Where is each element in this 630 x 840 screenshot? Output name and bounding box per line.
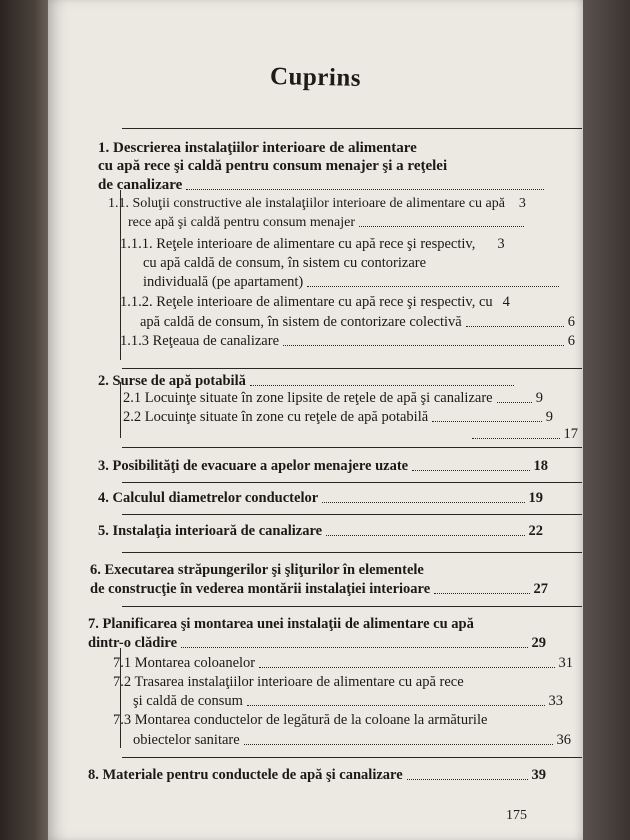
book-page <box>48 0 583 840</box>
toc-page-number: 29 <box>531 635 546 651</box>
toc-entry-text: individuală (pe apartament) <box>143 274 304 290</box>
subsection-bar <box>120 382 121 438</box>
toc-page-number: 9 <box>545 409 553 425</box>
section-divider <box>122 128 582 129</box>
toc-entry-text: 7. Planificarea şi montarea unei instalaţii de alimentare cu apă <box>88 616 474 632</box>
leader-dots <box>247 705 545 706</box>
section-divider <box>122 552 582 553</box>
toc-entry <box>123 390 543 407</box>
toc-entry <box>140 314 575 331</box>
leader-dots <box>497 402 532 403</box>
toc-entry <box>128 215 528 231</box>
toc-entry-text: rece apă şi caldă pentru consum menajer <box>128 215 356 230</box>
toc-entry <box>98 373 518 390</box>
toc-page-number: 22 <box>528 523 543 539</box>
toc-page-number: 9 <box>535 390 543 406</box>
toc-entry <box>468 426 578 443</box>
section-divider <box>122 447 582 448</box>
toc-entry <box>133 693 563 710</box>
toc-entry-text: 7.2 Trasarea instalaţiilor interioare de alimentare cu apă rece <box>113 674 464 690</box>
toc-page-number: 17 <box>563 426 578 442</box>
toc-page-number: 6 <box>567 314 575 330</box>
toc-entry <box>88 616 528 633</box>
toc-entry <box>113 712 553 729</box>
toc-page-number: 6 <box>567 333 575 349</box>
toc-entry-text: şi caldă de consum <box>133 693 243 709</box>
leader-dots <box>259 667 554 668</box>
page-number: 175 <box>506 808 527 823</box>
toc-entry <box>98 458 548 475</box>
toc-entry-text: apă caldă de consum, în sistem de contorizare colectivă <box>140 314 462 330</box>
section-divider <box>122 606 582 607</box>
toc-entry-text: 1.1.2. Reţele interioare de alimentare cu apă rece şi respectiv, cu <box>120 294 493 310</box>
toc-entry <box>120 294 575 311</box>
toc-entry <box>98 490 543 507</box>
toc-entry <box>120 333 575 350</box>
page-edge <box>583 0 630 840</box>
toc-entry <box>98 158 528 175</box>
toc-entry-text: 2. Surse de apă potabilă <box>98 373 246 389</box>
toc-entry <box>88 635 546 652</box>
leader-dots <box>466 326 564 327</box>
toc-entry-text: 8. Materiale pentru conductele de apă şi canalizare <box>88 767 403 783</box>
toc-entry-text: cu apă caldă de consum, în sistem cu contorizare <box>143 255 427 271</box>
toc-entry-text: 2.1 Locuinţe situate în zone lipsite de reţele de apă şi canalizare <box>123 390 493 406</box>
toc-entry-text: de canalizare <box>98 177 183 193</box>
leader-dots <box>359 226 524 227</box>
section-divider <box>122 482 582 483</box>
toc-entry-text: 1.1.1. Reţele interioare de alimentare cu apă rece şi respectiv, <box>120 236 476 252</box>
toc-page-number: 4 <box>502 294 510 310</box>
toc-entry <box>98 177 548 194</box>
toc-entry <box>123 409 553 426</box>
toc-page-number: 33 <box>548 693 563 709</box>
toc-entry-text: 1. Descrierea instalaţiilor interioare de alimentare <box>98 140 417 156</box>
leader-dots <box>326 535 524 536</box>
toc-page-number: 31 <box>558 655 573 671</box>
toc-entry-text: 5. Instalaţia interioară de canalizare <box>98 523 323 539</box>
toc-entry-text: 7.1 Montarea coloanelor <box>113 655 256 671</box>
toc-entry-text: 7.3 Montarea conductelor de legătură de la coloane la armăturile <box>113 712 488 728</box>
leader-dots <box>186 189 544 190</box>
leader-dots <box>434 593 529 594</box>
toc-entry-text: 1.1. Soluţii constructive ale instalaţiilor interioare de alimentare cu apă <box>108 196 505 211</box>
toc-entry-text: 2.2 Locuinţe situate în zone cu reţele de apă potabilă <box>123 409 429 425</box>
toc-page-number: 3 <box>518 196 526 211</box>
toc-entry <box>120 236 575 253</box>
leader-dots <box>283 345 564 346</box>
toc-entry <box>98 523 543 540</box>
toc-entry-text: cu apă rece şi caldă pentru consum menajer şi a reţelei <box>98 158 448 174</box>
toc-page-number: 27 <box>533 581 548 597</box>
toc-entry-text: dintr-o clădire <box>88 635 178 651</box>
leader-dots <box>472 438 560 439</box>
page-title: Cuprins <box>269 63 362 92</box>
leader-dots <box>244 744 553 745</box>
section-divider <box>122 757 582 758</box>
leader-dots <box>307 286 559 287</box>
toc-page-number: 19 <box>528 490 543 506</box>
book-spine <box>0 0 48 840</box>
toc-page-number: 3 <box>497 236 505 252</box>
toc-page-number: 36 <box>556 732 571 748</box>
toc-entry <box>90 581 548 598</box>
leader-dots <box>181 647 527 648</box>
toc-entry <box>88 767 546 784</box>
toc-page-number: 18 <box>533 458 548 474</box>
toc-entry <box>108 196 568 212</box>
toc-entry-text: 6. Executarea străpungerilor şi şliţurilor în elementele <box>90 562 424 578</box>
leader-dots <box>412 470 529 471</box>
leader-dots <box>322 502 524 503</box>
leader-dots <box>407 779 528 780</box>
toc-page-number: 39 <box>531 767 546 783</box>
toc-entry <box>98 140 518 157</box>
toc-entry <box>90 562 510 579</box>
toc-entry <box>133 732 571 749</box>
toc-entry <box>113 655 573 672</box>
toc-entry-text: 3. Posibilităţi de evacuare a apelor menajere uzate <box>98 458 409 474</box>
toc-entry <box>143 255 523 272</box>
toc-entry <box>113 674 533 691</box>
toc-entry-text: 4. Calculul diametrelor conductelor <box>98 490 319 506</box>
toc-entry-text: 1.1.3 Reţeaua de canalizare <box>120 333 280 349</box>
toc-entry <box>143 274 563 291</box>
section-divider <box>122 514 582 515</box>
section-divider <box>122 368 582 369</box>
table-of-contents <box>48 0 583 840</box>
leader-dots <box>432 421 542 422</box>
toc-entry-text: obiectelor sanitare <box>133 732 240 748</box>
leader-dots <box>250 385 514 386</box>
toc-entry-text: de construcţie în vederea montării instalaţiei interioare <box>90 581 431 597</box>
